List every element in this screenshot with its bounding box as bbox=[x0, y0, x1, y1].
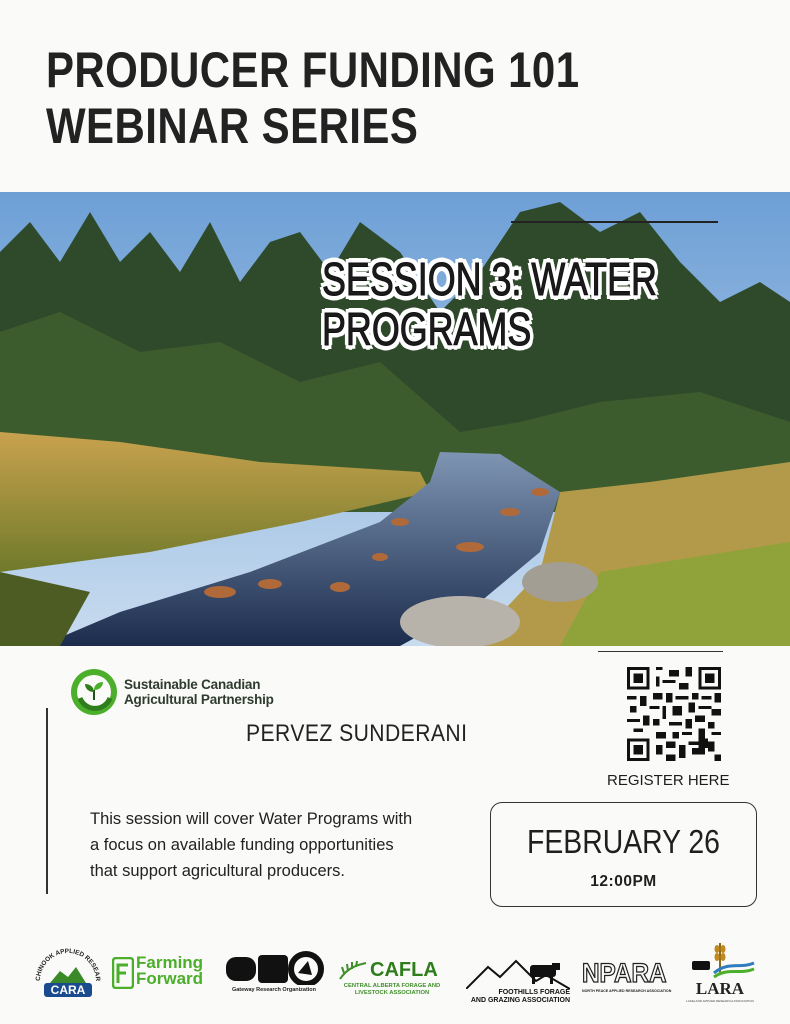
session-line-1: SESSION 3: WATER bbox=[322, 253, 657, 305]
register-here-link[interactable]: REGISTER HERE bbox=[607, 772, 730, 789]
qr-divider bbox=[598, 651, 723, 652]
qr-code-icon[interactable] bbox=[627, 667, 721, 761]
cara-seal-icon bbox=[30, 937, 106, 1013]
lara-name: LARA bbox=[695, 979, 745, 998]
cafla-wheat-icon bbox=[338, 959, 368, 981]
foothills-mountain-cow-icon bbox=[466, 959, 570, 989]
session-description: This session will cover Water Programs with a focus on available funding opportunities that support agricultural producers. bbox=[90, 810, 413, 880]
partner-logos-bar: CHINOOK APPLIED RESEAR CARA Farming Forward Gateway Research Organization CAFLA CENTRAL ALBERTA FORAGE AND LIVESTOCK ASSOCIATION FOOTHILLS FORAGE AND GRAZING ASSOCIATION NPARA NORTH PEACE APPLIED RESEARCH ASSOCIATION LARA LAKELAND APPLIED RESEARCH ASSOCIATION bbox=[0, 925, 790, 1024]
foothills-logo: FOOTHILLS FORAGE AND GRAZING ASSOCIATION bbox=[466, 959, 570, 994]
svg-text:CHINOOK APPLIED RESEARCH ASSOC: CHINOOK APPLIED RESEAR bbox=[34, 947, 102, 982]
page-title bbox=[46, 42, 579, 154]
event-date: FEBRUARY 26 bbox=[527, 823, 720, 860]
gro-cow-icon bbox=[224, 951, 324, 985]
scap-leaf-logo bbox=[70, 668, 118, 716]
gro-logo: Gateway Research Organization bbox=[224, 951, 324, 1001]
vertical-divider bbox=[46, 708, 48, 894]
session-title bbox=[322, 254, 657, 354]
scap-name: Sustainable Canadian Agricultural Partnership bbox=[124, 677, 274, 707]
farming-forward-leaf-icon bbox=[112, 957, 134, 989]
npara-name: NPARA bbox=[582, 958, 667, 988]
cara-logo bbox=[30, 937, 106, 1013]
npara-logo: NPARA NORTH PEACE APPLIED RESEARCH ASSOCIATION bbox=[582, 958, 672, 993]
event-date-box bbox=[490, 802, 757, 907]
title-line-1: PRODUCER FUNDING 101 bbox=[46, 42, 580, 98]
event-time: 12:00PM bbox=[590, 873, 657, 890]
scap-logo-block bbox=[70, 668, 274, 716]
session-divider bbox=[511, 221, 718, 223]
lara-logo: LARA LAKELAND APPLIED RESEARCH ASSOCIATION bbox=[684, 939, 756, 984]
lara-wheat-cow-icon bbox=[684, 939, 756, 979]
cara-name: CARA bbox=[50, 983, 86, 997]
title-line-2: WEBINAR SERIES bbox=[46, 98, 419, 154]
speaker-name: PERVEZ SUNDERANI bbox=[246, 720, 468, 747]
session-line-2: PROGRAMS bbox=[322, 303, 532, 355]
